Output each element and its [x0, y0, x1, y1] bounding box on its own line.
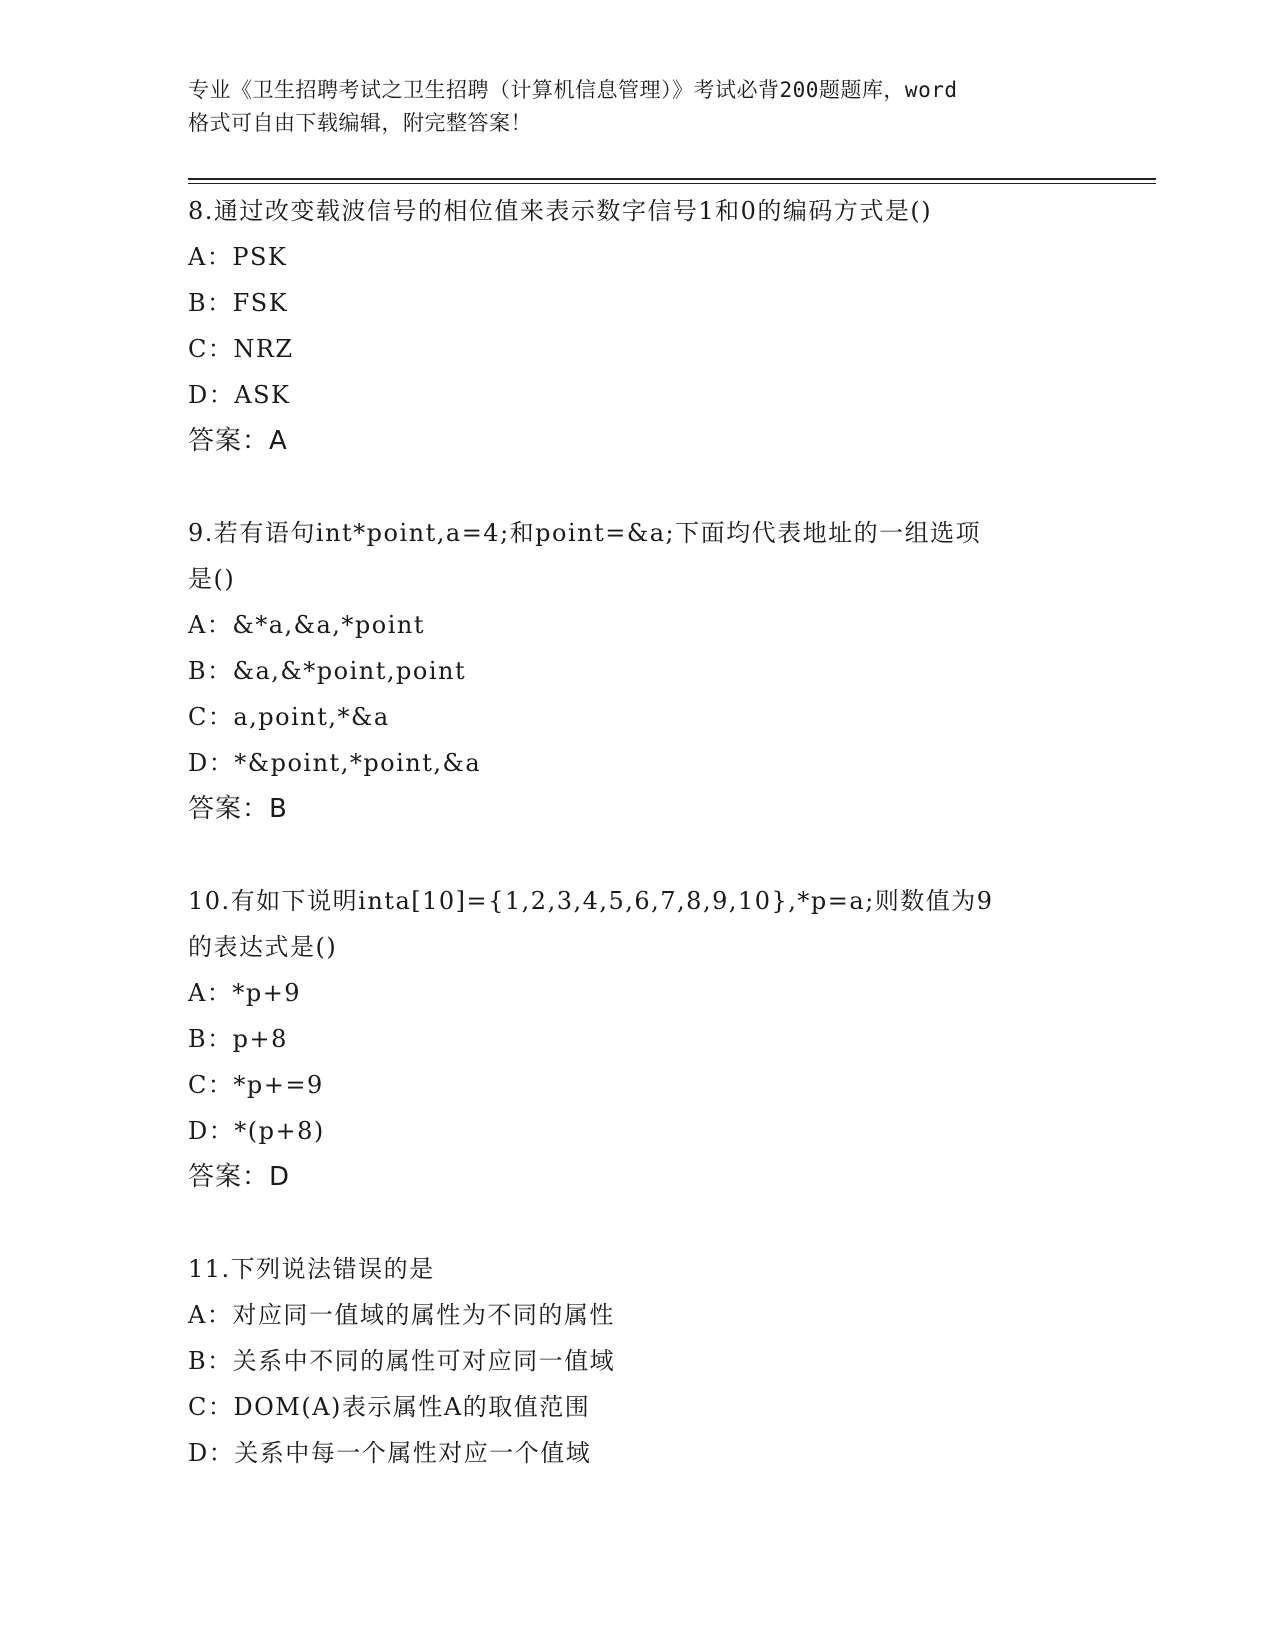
answer: 答案：D — [188, 1162, 291, 1192]
option-b: B：&a,&*point,point — [188, 657, 467, 685]
option-a: A：*p+9 — [188, 979, 302, 1007]
document-header — [188, 74, 1088, 140]
header-line-1: 专业《卫生招聘考试之卫生招聘（计算机信息管理）》考试必背200题题库，word — [188, 78, 958, 102]
option-c: C：DOM(A)表示属性A的取值范围 — [188, 1393, 591, 1421]
header-divider-thick — [188, 178, 1156, 180]
option-a: A：&*a,&a,*point — [188, 611, 426, 639]
question-stem: 9.若有语句int*point,a=4;和point=&a;下面均代表地址的一组选项 — [188, 519, 982, 547]
question-stem: 11.下列说法错误的是 — [188, 1255, 435, 1283]
question-list — [188, 188, 1088, 1522]
question-9 — [188, 510, 1088, 832]
option-a: A：PSK — [188, 243, 288, 271]
option-c: C：NRZ — [188, 335, 294, 363]
answer: 答案：A — [188, 426, 288, 456]
header-divider-thin — [188, 183, 1156, 184]
question-8 — [188, 188, 1088, 464]
question-stem-continued: 是() — [188, 565, 236, 593]
option-a: A：对应同一值域的属性为不同的属性 — [188, 1301, 615, 1329]
option-d: D：ASK — [188, 381, 291, 409]
option-b: B：FSK — [188, 289, 289, 317]
question-11 — [188, 1246, 1088, 1476]
header-line-2: 格式可自由下载编辑，附完整答案！ — [188, 111, 532, 135]
option-d: D：关系中每一个属性对应一个值域 — [188, 1439, 592, 1467]
option-c: C：*p+=9 — [188, 1071, 324, 1099]
question-stem: 10.有如下说明inta[10]={1,2,3,4,5,6,7,8,9,10},*p=a;则数值为9 — [188, 887, 994, 915]
question-stem: 8.通过改变载波信号的相位值来表示数字信号1和0的编码方式是() — [188, 197, 933, 225]
option-b: B：关系中不同的属性可对应同一值域 — [188, 1347, 616, 1375]
option-b: B：p+8 — [188, 1025, 288, 1053]
answer: 答案：B — [188, 794, 288, 824]
question-10 — [188, 878, 1088, 1200]
question-stem-continued: 的表达式是() — [188, 933, 338, 961]
option-d: D：*(p+8) — [188, 1117, 325, 1145]
option-d: D：*&point,*point,&a — [188, 749, 482, 777]
option-c: C：a,point,*&a — [188, 703, 390, 731]
